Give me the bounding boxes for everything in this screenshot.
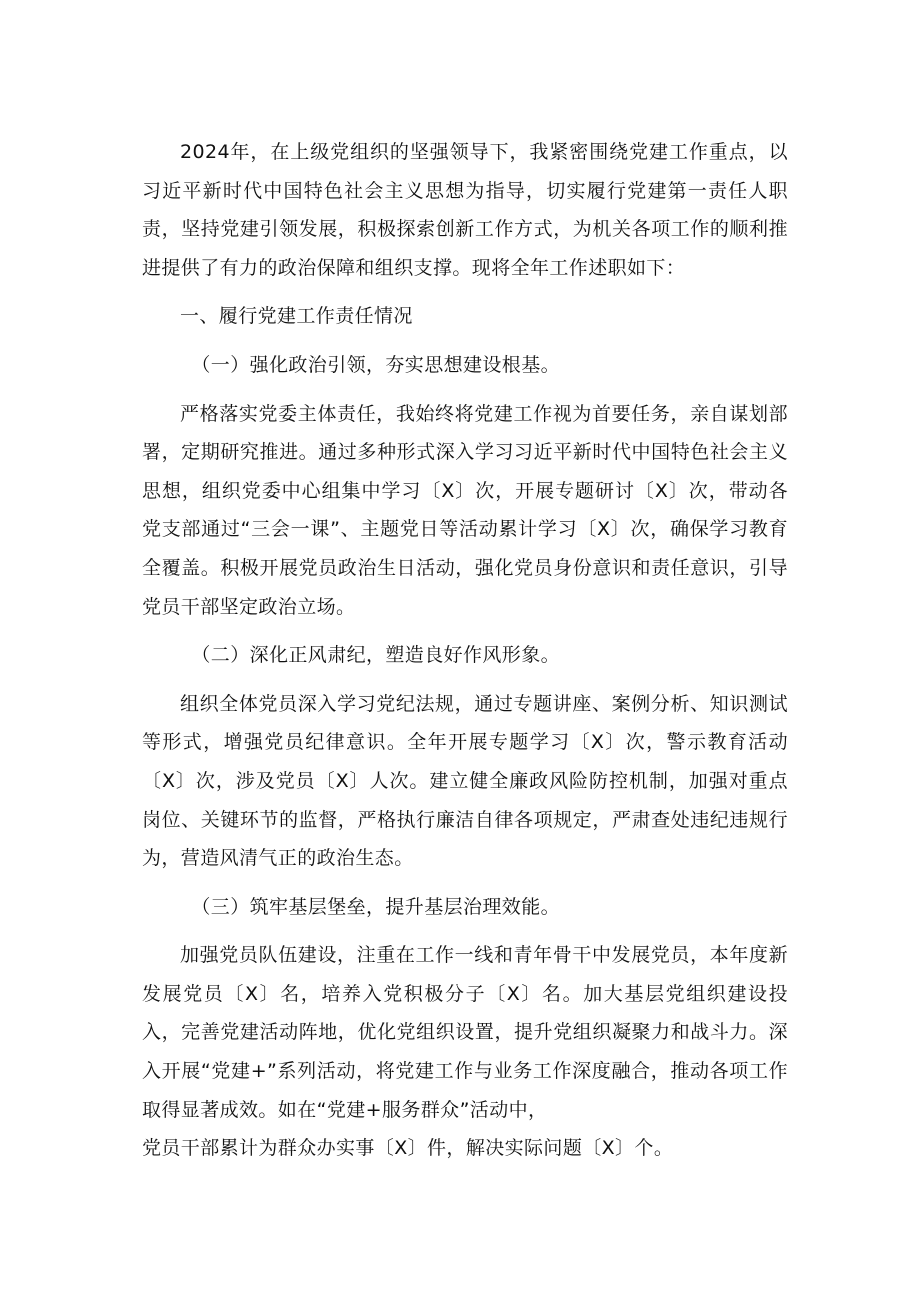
intro-paragraph: 2024年，在上级党组织的坚强领导下，我紧密围绕党建工作重点，以习近平新时代中国特色社会主义思想为指导，切实履行党建第一责任人职责，坚持党建引领发展，积极探索创新工作方式，为机关各项工作的顺利推进提供了有力的政治保障和组织支撑。现将全年工作述职如下： (142, 141, 788, 279)
subsection-heading-1: （一）强化政治引领，夯实思想建设根基。 (191, 353, 560, 376)
subsection-2-paragraph: 组织全体党员深入学习党纪法规，通过专题讲座、案例分析、知识测试等形式，增强党员纪律意识。全年开展专题学习〔X〕次，警示教育活动〔X〕次，涉及党员〔X〕人次。建立健全廉政风险防控机制，加强对重点岗位、关键环节的监督，严格执行廉洁自律各项规定，严肃查处违纪违规行为，营造风清气正的政治生态。 (142, 692, 788, 870)
subsection-1-paragraph: 严格落实党委主体责任，我始终将党建工作视为首要任务，亲自谋划部署，定期研究推进。通过多种形式深入学习习近平新时代中国特色社会主义思想，组织党委中心组集中学习〔X〕次，开展专题研讨〔X〕次，带动各党支部通过“三会一课”、主题党日等活动累计学习〔X〕次，确保学习教育全覆盖。积极开展党员政治生日活动，强化党员身份意识和责任意识，引导党员干部坚定政治立场。 (142, 402, 788, 618)
section-heading-1: 一、履行党建工作责任情况 (180, 305, 413, 328)
subsection-3-paragraph: 加强党员队伍建设，注重在工作一线和青年骨干中发展党员，本年度新发展党员〔X〕名，培养入党积极分子〔X〕名。加大基层党组织建设投入，完善党建活动阵地，优化党组织设置，提升党组织凝聚力和战斗力。深入开展“党建+”系列活动，将党建工作与业务工作深度融合，推动各项工作取得显著成效。如在“党建+服务群众”活动中， (142, 944, 788, 1121)
subsection-heading-2: （二）深化正风肃纪，塑造良好作风形象。 (191, 644, 560, 667)
document-body (142, 133, 788, 1168)
subsection-3-last-line: 党员干部累计为群众办实事〔X〕件，解决实际问题〔X〕个。 (142, 1137, 674, 1160)
subsection-heading-3: （三）筑牢基层堡垒，提升基层治理效能。 (191, 895, 560, 918)
